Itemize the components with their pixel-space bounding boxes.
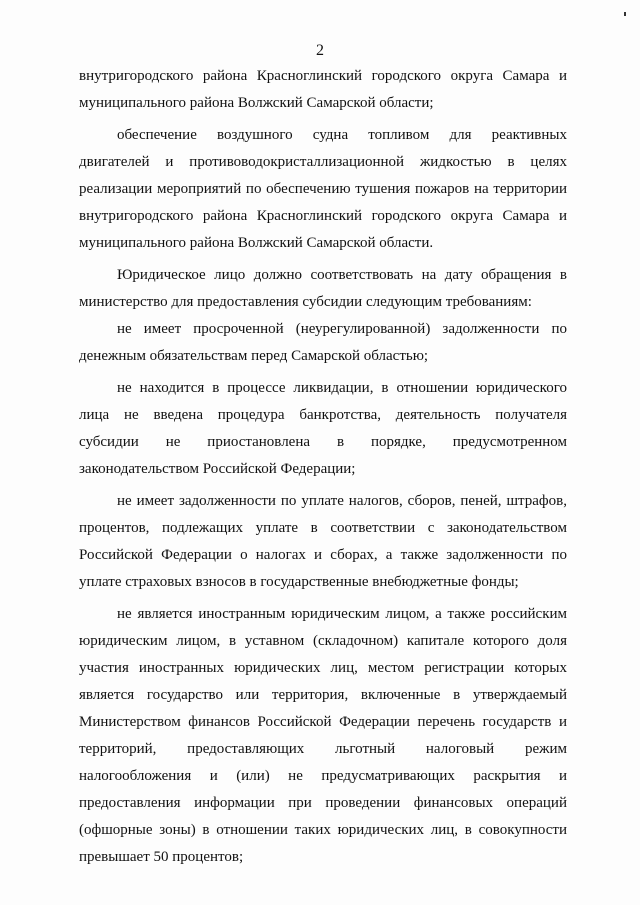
scan-speck	[624, 12, 626, 16]
text-line: двигателей и противоводокристаллизационной жидкостью в целях	[79, 154, 567, 170]
text-line: не находится в процессе ликвидации, в отношении юридического	[117, 380, 567, 396]
text-line: министерство для предоставления субсидии следующим требованиям:	[79, 294, 532, 310]
text-line: превышает 50 процентов;	[79, 849, 244, 865]
text-line: не имеет просроченной (неурегулированной) задолженности по	[117, 321, 567, 337]
text-line: Министерством финансов Российской Федерации перечень государств и	[79, 714, 567, 730]
text-line: муниципального района Волжский Самарской области.	[79, 235, 434, 251]
text-line: реализации мероприятий по обеспечению тушения пожаров на территории	[79, 181, 567, 197]
text-line: уплате страховых взносов в государственные внебюджетные фонды;	[79, 574, 519, 590]
page-number: 2	[316, 42, 324, 59]
text-line: законодательством Российской Федерации;	[79, 461, 356, 477]
text-line: денежным обязательствам перед Самарской областью;	[79, 348, 429, 364]
text-line: не является иностранным юридическим лицом, а также российским	[117, 606, 567, 622]
text-line: обеспечение воздушного судна топливом для реактивных	[117, 127, 567, 143]
text-line: (офшорные зоны) в отношении таких юридических лиц, в совокупности	[79, 822, 567, 838]
document-body	[79, 63, 567, 871]
text-line: предоставления информации при проведении финансовых операций	[79, 795, 567, 811]
text-line: муниципального района Волжский Самарской области;	[79, 95, 434, 111]
text-line: юридическим лицом, в уставном (складочном) капитале которого доля	[79, 633, 567, 649]
text-line: процентов, подлежащих уплате в соответствии с законодательством	[79, 520, 567, 536]
text-line: лица не введена процедура банкротства, деятельность получателя	[79, 407, 567, 423]
text-line: внутригородского района Красноглинский городского округа Самара и	[79, 208, 567, 224]
text-line: налогообложения и (или) не предусматривающих раскрытия и	[79, 768, 567, 784]
text-line: участия иностранных юридических лиц, местом регистрации которых	[79, 660, 567, 676]
text-line: является государство или территория, включенные в утверждаемый	[79, 687, 567, 703]
text-line: субсидии не приостановлена в порядке, предусмотренном	[79, 434, 567, 450]
text-line: Юридическое лицо должно соответствовать на дату обращения в	[117, 267, 567, 283]
text-line: Российской Федерации о налогах и сборах, а также задолженности по	[79, 547, 567, 563]
text-line: внутригородского района Красноглинский городского округа Самара и	[79, 68, 567, 84]
text-line: не имеет задолженности по уплате налогов, сборов, пеней, штрафов,	[117, 493, 567, 509]
text-line: территорий, предоставляющих льготный налоговый режим	[79, 741, 567, 757]
